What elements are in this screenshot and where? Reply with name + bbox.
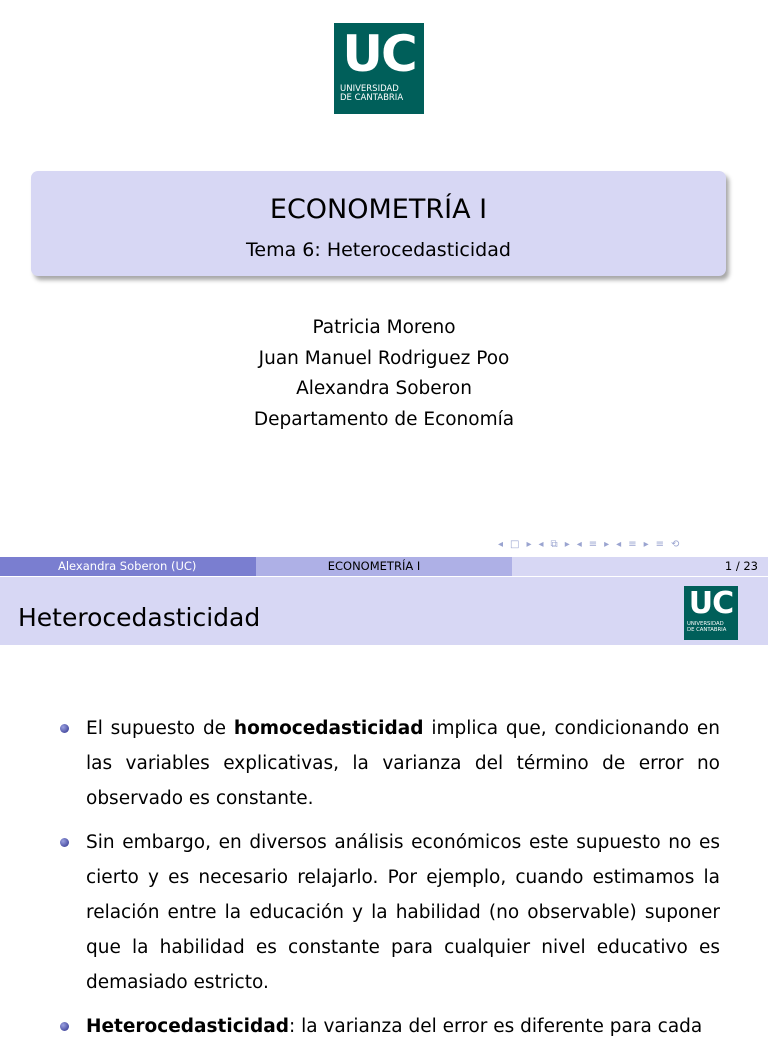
nav-prev-icon[interactable]: ◂	[498, 539, 504, 550]
list-item	[60, 711, 720, 816]
presentation-title: ECONOMETRÍA I	[269, 194, 488, 225]
slide-footer	[0, 557, 768, 576]
bullet-text: El supuesto de homocedasticidad implica que, condicionando en las variables explicativas, la varianza del término de error no observado es constante.	[86, 718, 720, 809]
nav-search-icon[interactable]: ⟲	[671, 539, 680, 550]
frame-title: Heterocedasticidad	[18, 603, 261, 632]
uc-logo-small	[684, 586, 738, 640]
bullet-text: Heterocedasticidad: la varianza del error es diferente para cada	[86, 1016, 703, 1037]
author-line: Alexandra Soberon	[296, 378, 472, 399]
nav-next-icon[interactable]: ▸	[604, 539, 610, 550]
footer-title: ECONOMETRÍA I	[256, 557, 512, 576]
nav-prev-icon[interactable]: ◂	[576, 539, 582, 550]
bullet-list	[60, 711, 720, 1053]
nav-section-icon[interactable]: ≡	[628, 539, 637, 550]
nav-next-section-icon[interactable]: ▸	[564, 539, 570, 550]
institution-line: Departamento de Economía	[253, 408, 515, 430]
bullet-icon	[60, 838, 69, 847]
bullet-text: Sin embargo, en diversos análisis económicos este supuesto no es cierto y es necesario relajarlo. Por ejemplo, cuando estimamos la relación entre la educación y la habilidad (no observable) suponer que la habilidad es constante para cualquier nivel educativo es demasiado estricto.	[86, 832, 720, 993]
author-line: Patricia Moreno	[312, 317, 456, 338]
nav-prev-section-icon[interactable]: ◂	[538, 539, 544, 550]
nav-outline-icon[interactable]: ≡	[655, 539, 665, 550]
nav-prev-icon[interactable]: ◂	[616, 539, 622, 550]
logo-line2: DE CANTABRIA	[340, 92, 404, 103]
footer-author: Alexandra Soberon (UC)	[0, 557, 256, 576]
logo-line1: UNIVERSIDAD	[340, 84, 399, 94]
bullet-icon	[60, 1022, 69, 1031]
nav-section-icon[interactable]: ≡	[588, 539, 598, 550]
title-block	[31, 171, 726, 276]
author-line: Juan Manuel Rodriguez Poo	[258, 347, 510, 369]
nav-frame-icon[interactable]: □	[510, 539, 520, 550]
uc-logo	[334, 23, 424, 114]
logo-uc-text: UC	[688, 586, 734, 621]
beamer-navigation	[498, 539, 679, 550]
logo-line2: DE CANTABRIA	[687, 626, 727, 633]
nav-subsection-icon[interactable]: ⧉	[550, 539, 558, 550]
logo-uc-text: UC	[342, 25, 416, 83]
logo-subtitle	[687, 622, 735, 633]
bullet-icon	[60, 724, 69, 733]
presentation-subtitle: Tema 6: Heterocedasticidad	[246, 239, 511, 261]
logo-line1: UNIVERSIDAD	[687, 621, 724, 627]
nav-next-icon[interactable]: ▸	[526, 539, 532, 550]
logo-subtitle	[340, 85, 418, 103]
list-item	[60, 825, 720, 1000]
author-list	[0, 313, 768, 435]
list-item	[60, 1009, 720, 1044]
footer-page-number: 1 / 23	[512, 557, 768, 576]
nav-next-icon[interactable]: ▸	[643, 539, 649, 550]
